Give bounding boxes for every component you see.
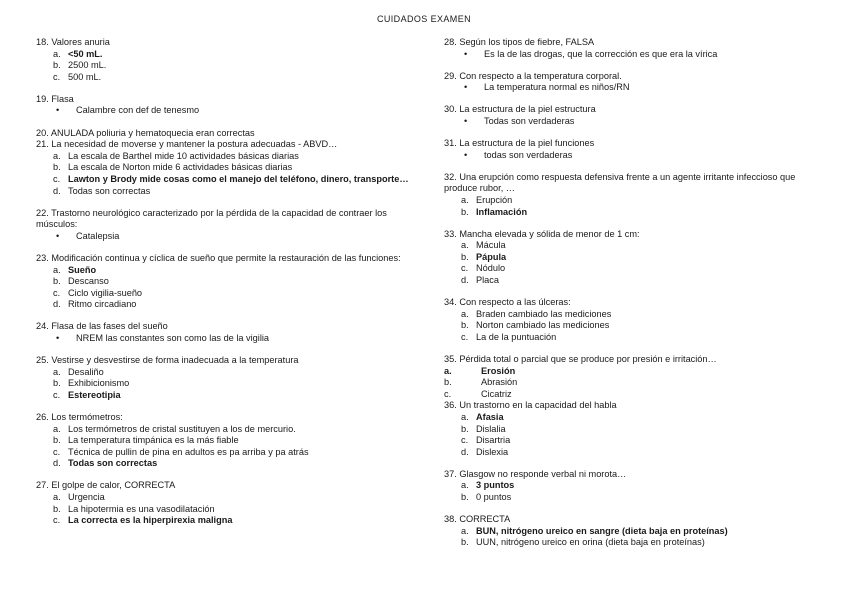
option-marker: b.	[461, 423, 469, 434]
option-marker: b.	[461, 251, 469, 262]
answer-option	[53, 299, 416, 311]
question-block	[36, 412, 416, 470]
answer-option	[461, 82, 829, 94]
document-title: CUIDADOS EXAMEN	[376, 14, 471, 24]
question-text: 34. Con respecto a las úlceras:	[444, 297, 571, 308]
option-marker: b.	[53, 60, 61, 71]
correct-answer-text: Sueño	[68, 264, 97, 275]
question-block	[444, 400, 829, 458]
answer-option	[461, 492, 829, 504]
answer-option	[53, 390, 416, 402]
question-block	[36, 253, 416, 311]
option-text: La escala de Barthel mide 10 actividades básicas diarias	[68, 150, 299, 161]
option-text: Ritmo circadiano	[68, 299, 137, 310]
question-block	[36, 480, 416, 526]
answer-option	[461, 49, 829, 61]
answer-option	[461, 263, 829, 275]
option-text: La hipotermia es una vasodilatación	[68, 503, 215, 514]
bullet-icon: •	[56, 332, 60, 343]
correct-answer-text: Lawton y Brody mide cosas como el manejo del teléfono, dinero, transporte…	[68, 173, 409, 184]
option-marker: a.	[53, 150, 61, 161]
question-text: 37. Glasgow no responde verbal ni morota…	[444, 468, 627, 479]
answer-option	[461, 412, 829, 424]
option-marker: c.	[461, 435, 469, 446]
answer-option	[461, 116, 829, 128]
option-marker: b.	[53, 503, 61, 514]
option-marker: b.	[461, 206, 469, 217]
option-marker: c.	[53, 287, 61, 298]
question-block	[444, 514, 829, 549]
correct-answer-text: <50 mL.	[68, 48, 103, 59]
option-text: Urgencia	[68, 492, 105, 502]
option-marker: a.	[461, 480, 469, 491]
bullet-icon: •	[464, 149, 468, 160]
option-marker: d.	[461, 446, 469, 457]
option-text: 2500 mL.	[68, 60, 107, 71]
answer-option	[53, 186, 416, 198]
question-text: 23. Modificación continua y cíclica de sueño que permite la restauración de las funciones:	[36, 252, 401, 263]
answer-option	[461, 332, 829, 344]
option-marker: a.	[53, 492, 61, 502]
option-text: 0 puntos	[476, 492, 512, 502]
answer-option	[461, 207, 829, 219]
answer-option	[461, 320, 829, 332]
option-text: Mácula	[476, 240, 506, 251]
answer-option	[53, 60, 416, 72]
question-block	[444, 297, 829, 343]
option-text: Disartria	[476, 435, 511, 446]
answer-option	[461, 424, 829, 436]
option-marker: c.	[53, 389, 61, 400]
answer-option	[444, 377, 829, 389]
option-marker: d.	[461, 275, 469, 285]
option-text: todas son verdaderas	[484, 149, 573, 160]
answer-option	[53, 504, 416, 516]
question-text: 38. CORRECTA	[444, 514, 511, 525]
option-marker: b.	[53, 162, 61, 173]
option-text: La de la puntuación	[476, 331, 557, 342]
question-text: 21. La necesidad de moverse y mantener la postura adecuadas - ABVD…	[36, 139, 338, 150]
option-marker: a.	[53, 48, 61, 59]
answer-option	[53, 424, 416, 436]
answer-option	[53, 378, 416, 390]
question-block	[36, 321, 416, 344]
question-block	[444, 71, 829, 94]
answer-option	[461, 309, 829, 321]
answer-option	[53, 105, 416, 117]
option-text: Placa	[476, 275, 499, 285]
option-text: Descanso	[68, 276, 109, 287]
option-marker: b.	[53, 276, 61, 287]
option-marker: a.	[53, 366, 61, 377]
question-text: 26. Los termómetros:	[36, 411, 123, 422]
answer-option	[461, 150, 829, 162]
option-text: Exhibicionismo	[68, 378, 130, 389]
question-text: 32. Una erupción como respuesta defensiva frente a un agente irritante infeccioso que produce rubor, …	[444, 171, 796, 194]
option-marker: a.	[461, 525, 469, 536]
correct-answer-text: La correcta es la hiperpirexia maligna	[68, 515, 233, 526]
answer-option	[53, 49, 416, 61]
left-column	[36, 37, 416, 537]
option-text: Braden cambiado las mediciones	[476, 308, 612, 319]
correct-answer-text: Erosión	[481, 365, 516, 376]
answer-option	[53, 367, 416, 379]
option-marker: c.	[444, 388, 452, 399]
option-marker: d.	[53, 185, 61, 196]
option-marker: a.	[461, 194, 469, 205]
correct-answer-text: Estereotipia	[68, 389, 121, 400]
question-text: 29. Con respecto a la temperatura corporal.	[444, 70, 622, 81]
question-text: 18. Valores anuria	[36, 37, 110, 47]
answer-option	[461, 537, 829, 549]
option-text: Cicatriz	[481, 388, 512, 399]
option-text: La temperatura timpánica es la más fiable	[68, 435, 239, 446]
option-text: Todas son verdaderas	[484, 115, 575, 126]
right-column	[444, 37, 829, 559]
option-text: Dislexia	[476, 446, 509, 457]
option-marker: c.	[461, 263, 469, 274]
correct-answer-text: Inflamación	[476, 206, 528, 217]
question-text: 36. Un trastorno en la capacidad del habla	[444, 400, 617, 411]
answer-option	[461, 526, 829, 538]
question-block	[444, 354, 829, 400]
option-text: Desaliño	[68, 366, 104, 377]
option-text: Nódulo	[476, 263, 506, 274]
answer-option	[53, 492, 416, 504]
option-marker: c.	[53, 173, 61, 184]
question-block	[36, 94, 416, 117]
question-block	[36, 355, 416, 401]
option-marker: c.	[53, 515, 61, 526]
option-marker: a.	[461, 240, 469, 251]
option-text: Catalepsia	[76, 230, 120, 241]
option-marker: a.	[53, 264, 61, 275]
question-block	[444, 229, 829, 287]
answer-option	[53, 515, 416, 527]
option-text: Los termómetros de cristal sustituyen a los de mercurio.	[68, 423, 296, 434]
option-marker: b.	[53, 435, 61, 446]
question-text: 20. ANULADA poliuria y hematoquecia eran correctas	[36, 127, 255, 138]
answer-option	[53, 288, 416, 300]
option-marker: a.	[461, 308, 469, 319]
answer-option	[53, 458, 416, 470]
answer-option	[461, 275, 829, 287]
question-block	[444, 104, 829, 127]
option-text: Erupción	[476, 194, 513, 205]
option-marker: a.	[461, 411, 469, 422]
option-marker: c.	[53, 446, 61, 457]
option-text: Es la de las drogas, que la corrección es que era la vírica	[484, 48, 718, 59]
question-text: 30. La estructura de la piel estructura	[444, 104, 596, 115]
answer-option	[461, 447, 829, 459]
question-text: 27. El golpe de calor, CORRECTA	[36, 480, 176, 491]
option-marker: b.	[53, 378, 61, 389]
option-text: Técnica de pullin de pina en adultos es pa arriba y pa atrás	[68, 446, 309, 457]
option-text: Todas son correctas	[68, 185, 151, 196]
question-text: 35. Pérdida total o parcial que se produce por presión e irritación…	[444, 353, 717, 364]
option-text: Norton cambiado las mediciones	[476, 320, 610, 331]
answer-option	[444, 366, 829, 378]
question-text: 19. Flasa	[36, 93, 74, 104]
bullet-icon: •	[56, 105, 60, 116]
correct-answer-text: Pápula	[476, 251, 507, 262]
answer-option	[53, 265, 416, 277]
option-marker: d.	[53, 299, 61, 310]
answer-option	[461, 240, 829, 252]
option-marker: a.	[444, 365, 452, 376]
option-text: Calambre con def de tenesmo	[76, 105, 200, 116]
answer-option	[53, 151, 416, 163]
question-text: 22. Trastorno neurológico caracterizado por la pérdida de la capacidad de contraer los músculos:	[36, 207, 387, 230]
question-block	[444, 172, 829, 218]
question-block	[444, 469, 829, 504]
correct-answer-text: 3 puntos	[476, 480, 515, 491]
answer-option	[53, 174, 416, 186]
question-text: 24. Flasa de las fases del sueño	[36, 321, 168, 332]
question-text: 31. La estructura de la piel funciones	[444, 138, 595, 149]
answer-option	[53, 231, 416, 243]
option-marker: b.	[461, 492, 469, 502]
question-text: 28. Según los tipos de fiebre, FALSA	[444, 37, 595, 47]
option-text: La escala de Norton mide 6 actividades básicas diarias	[68, 162, 293, 173]
bullet-icon: •	[464, 82, 468, 93]
option-text: Dislalia	[476, 423, 506, 434]
option-text: La temperatura normal es niños/RN	[484, 82, 630, 93]
question-block	[444, 138, 829, 161]
answer-option	[53, 162, 416, 174]
answer-option	[53, 447, 416, 459]
correct-answer-text: BUN, nitrógeno ureico en sangre (dieta baja en proteínas)	[476, 525, 728, 536]
correct-answer-text: Todas son correctas	[68, 458, 158, 469]
option-text: 500 mL.	[68, 71, 102, 82]
question-block	[444, 37, 829, 60]
answer-option	[461, 195, 829, 207]
option-text: UUN, nitrógeno ureico en orina (dieta baja en proteínas)	[476, 537, 705, 548]
option-marker: a.	[53, 423, 61, 434]
question-block	[36, 208, 416, 243]
answer-option	[461, 435, 829, 447]
option-marker: d.	[53, 458, 61, 469]
bullet-icon: •	[464, 115, 468, 126]
option-text: Ciclo vigilia-sueño	[68, 287, 143, 298]
answer-option	[461, 480, 829, 492]
answer-option	[53, 72, 416, 84]
question-block	[36, 139, 416, 197]
bullet-icon: •	[56, 230, 60, 241]
answer-option	[461, 252, 829, 264]
option-text: Abrasión	[481, 377, 518, 388]
answer-option	[53, 435, 416, 447]
question-block	[36, 37, 416, 83]
option-marker: b.	[444, 377, 452, 388]
option-text: NREM las constantes son como las de la vigilia	[76, 332, 270, 343]
answer-option	[53, 333, 416, 345]
question-text: 33. Mancha elevada y sólida de menor de 1 cm:	[444, 228, 640, 239]
question-block	[36, 128, 416, 140]
option-marker: c.	[53, 71, 61, 82]
answer-option	[53, 276, 416, 288]
correct-answer-text: Afasia	[476, 411, 504, 422]
option-marker: c.	[461, 331, 469, 342]
bullet-icon: •	[464, 48, 468, 59]
answer-option	[444, 389, 829, 401]
question-text: 25. Vestirse y desvestirse de forma inadecuada a la temperatura	[36, 355, 299, 366]
option-marker: b.	[461, 537, 469, 548]
option-marker: b.	[461, 320, 469, 331]
